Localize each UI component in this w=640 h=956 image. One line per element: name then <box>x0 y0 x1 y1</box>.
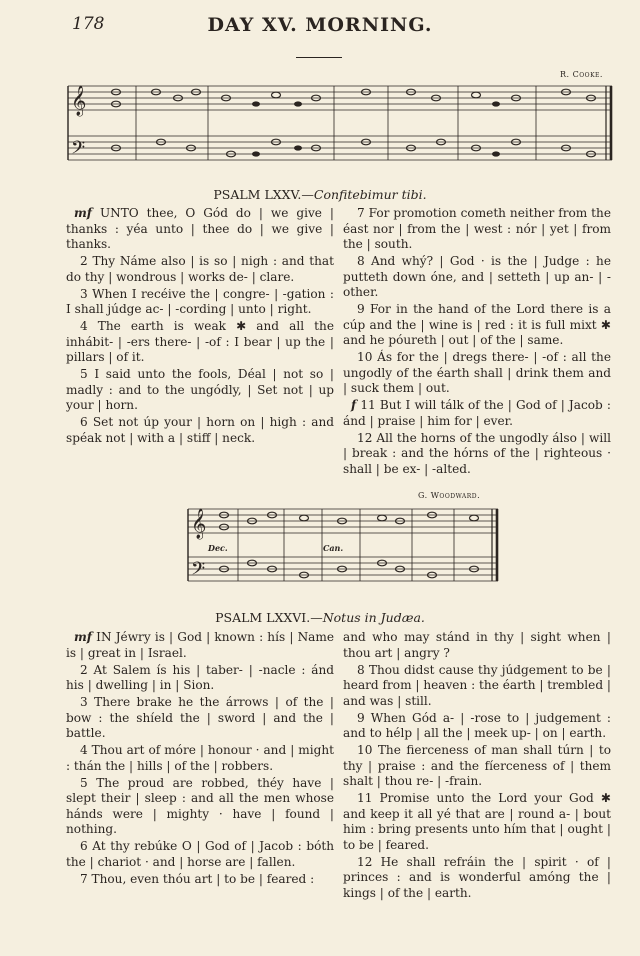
svg-text:𝄞: 𝄞 <box>191 509 207 539</box>
psalm-76-right-column <box>343 630 611 903</box>
psalm-76-left-column <box>66 630 334 889</box>
svg-text:𝄢: 𝄢 <box>191 559 206 584</box>
psalm-75-right-column <box>343 206 611 479</box>
composer-tune-1: R. Cooke. <box>560 70 603 79</box>
svg-text:𝄢: 𝄢 <box>71 138 86 163</box>
psalm-76-verse-8: 8 Thou didst cause thy júdgement to be | heard from | heaven : the éarth | trembled | and was | still. <box>343 662 611 708</box>
chant-score-1 <box>66 80 614 166</box>
psalm-76-verse-11: 11 Promise unto the Lord your God ✱ and keep it all yé that are | round a- | bout him : bring presents unto hím that | ought | to be | feared. <box>343 791 611 852</box>
dynamic-mark: mf <box>74 630 92 644</box>
psalm-76-number: PSALM LXXVI. <box>215 610 311 625</box>
title-rule <box>296 57 342 58</box>
psalm-76-verse-2: 2 At Salem ís his | taber- | -nacle : ánd his | dwelling | in | Sion. <box>66 662 334 692</box>
psalm-76-verse-12: 12 He shall refráin the | spirit · of | princes : and is wonderful amóng the | kings | of the | earth. <box>343 854 611 900</box>
psalm-76-verse-3: 3 There brake he the árrows | of the | bow : the shíeld the | sword | and the | battle. <box>66 695 334 740</box>
psalm-75-verse-4: 4 The earth is weak ✱ and all the inhábit- | -ers there- | -of : I bear | up the | pillars | of it. <box>66 319 334 364</box>
psalm-76-verse-7-cont: and who may stánd in thy | sight when | thou art | angry ? <box>343 630 611 660</box>
psalm-75-verse-2: 2 Thy Náme also | is so | nigh : and that do thy | wondrous | works de- | clare. <box>66 254 334 284</box>
psalm-75-verse-8: 8 And whý? | God · is the | Judge : he putteth down óne, and | setteth | up an- | -other. <box>343 254 611 299</box>
composer-tune-2: G. Woodward. <box>418 491 481 500</box>
psalm-75-verse-3: 3 When I recéive the | congre- | -gation : I shall júdge ac- | -cording | unto | right. <box>66 286 334 316</box>
psalm-75-verse-7: 7 For promotion cometh neither from the éast nor | from the | west : nór | yet | from the | south. <box>343 206 611 251</box>
svg-text:𝄞: 𝄞 <box>71 86 87 116</box>
psalm-76-latin: —Notus in Judæa. <box>310 610 425 625</box>
psalm-76-verse-10: 10 The fierceness of man shall túrn | to thy | praise : and the fíerceness of | them shalt | thou re- | -frain. <box>343 743 611 788</box>
psalm-75-heading <box>0 187 640 202</box>
psalm-76-verse-9: 9 When Gód a- | -rose to | judgement : and to hélp | all the | meek up- | on | earth. <box>343 710 611 740</box>
psalm-76-verse-1: mf IN Jéwry is | God | known : hís | Name is | great in | Israel. <box>66 630 334 660</box>
dynamic-mark: mf <box>74 206 92 220</box>
psalm-75-latin: —Confitebimur tibi. <box>301 187 427 202</box>
psalm-75-verse-10: 10 Ás for the | dregs there- | -of : all the ungodly of the éarth shall | drink them and | suck them | out. <box>343 350 611 395</box>
psalm-75-verse-6: 6 Set not úp your | horn on | high : and spéak not | with a | stiff | neck. <box>66 415 334 445</box>
psalm-75-verse-5: 5 I said unto the fools, Déal | not so | madly : and to the ungódly, | Set not | up your | horn. <box>66 367 334 412</box>
psalm-75-verse-12: 12 All the horns of the ungodly álso | will | break : and the hórns of the | righteous · shall | be ex- | -alted. <box>343 430 611 476</box>
psalm-76-verse-5: 5 The proud are robbed, théy have | slept their | sleep : and all the men whose hánds were | mighty · have | found | nothing. <box>66 775 334 836</box>
psalm-75-left-column <box>66 206 334 448</box>
dynamic-mark: f <box>351 398 357 412</box>
psalm-75-verse-1: mf UNTO thee, O Gód do | we give | thanks : yéa unto | thee do | we give | thanks. <box>66 206 334 251</box>
label-can: Can. <box>323 543 344 553</box>
label-dec: Dec. <box>208 543 228 553</box>
psalm-76-verse-7: 7 Thou, even thóu art | to be | feared : <box>80 871 315 886</box>
psalm-75-number: PSALM LXXV. <box>213 187 302 202</box>
psalm-76-heading <box>0 610 640 625</box>
psalm-75-verse-11: f 11 But I will tálk of the | God of | Jacob : ánd | praise | him for | ever. <box>343 398 611 428</box>
page-number: 178 <box>72 14 105 34</box>
psalm-75-verse-9: 9 For in the hand of the Lord there is a cúp and the | wine is | red : it is full mixt ✱ and he póureth | out | of the | same. <box>343 302 611 347</box>
psalm-76-verse-6: 6 At thy rebúke O | God of | Jacob : bóth the | chariot · and | horse are | fallen. <box>66 839 334 869</box>
page-title: DAY XV. MORNING. <box>207 14 433 36</box>
psalm-76-verse-4: 4 Thou art of móre | honour · and | might : thán the | hills | of the | robbers. <box>66 743 334 773</box>
